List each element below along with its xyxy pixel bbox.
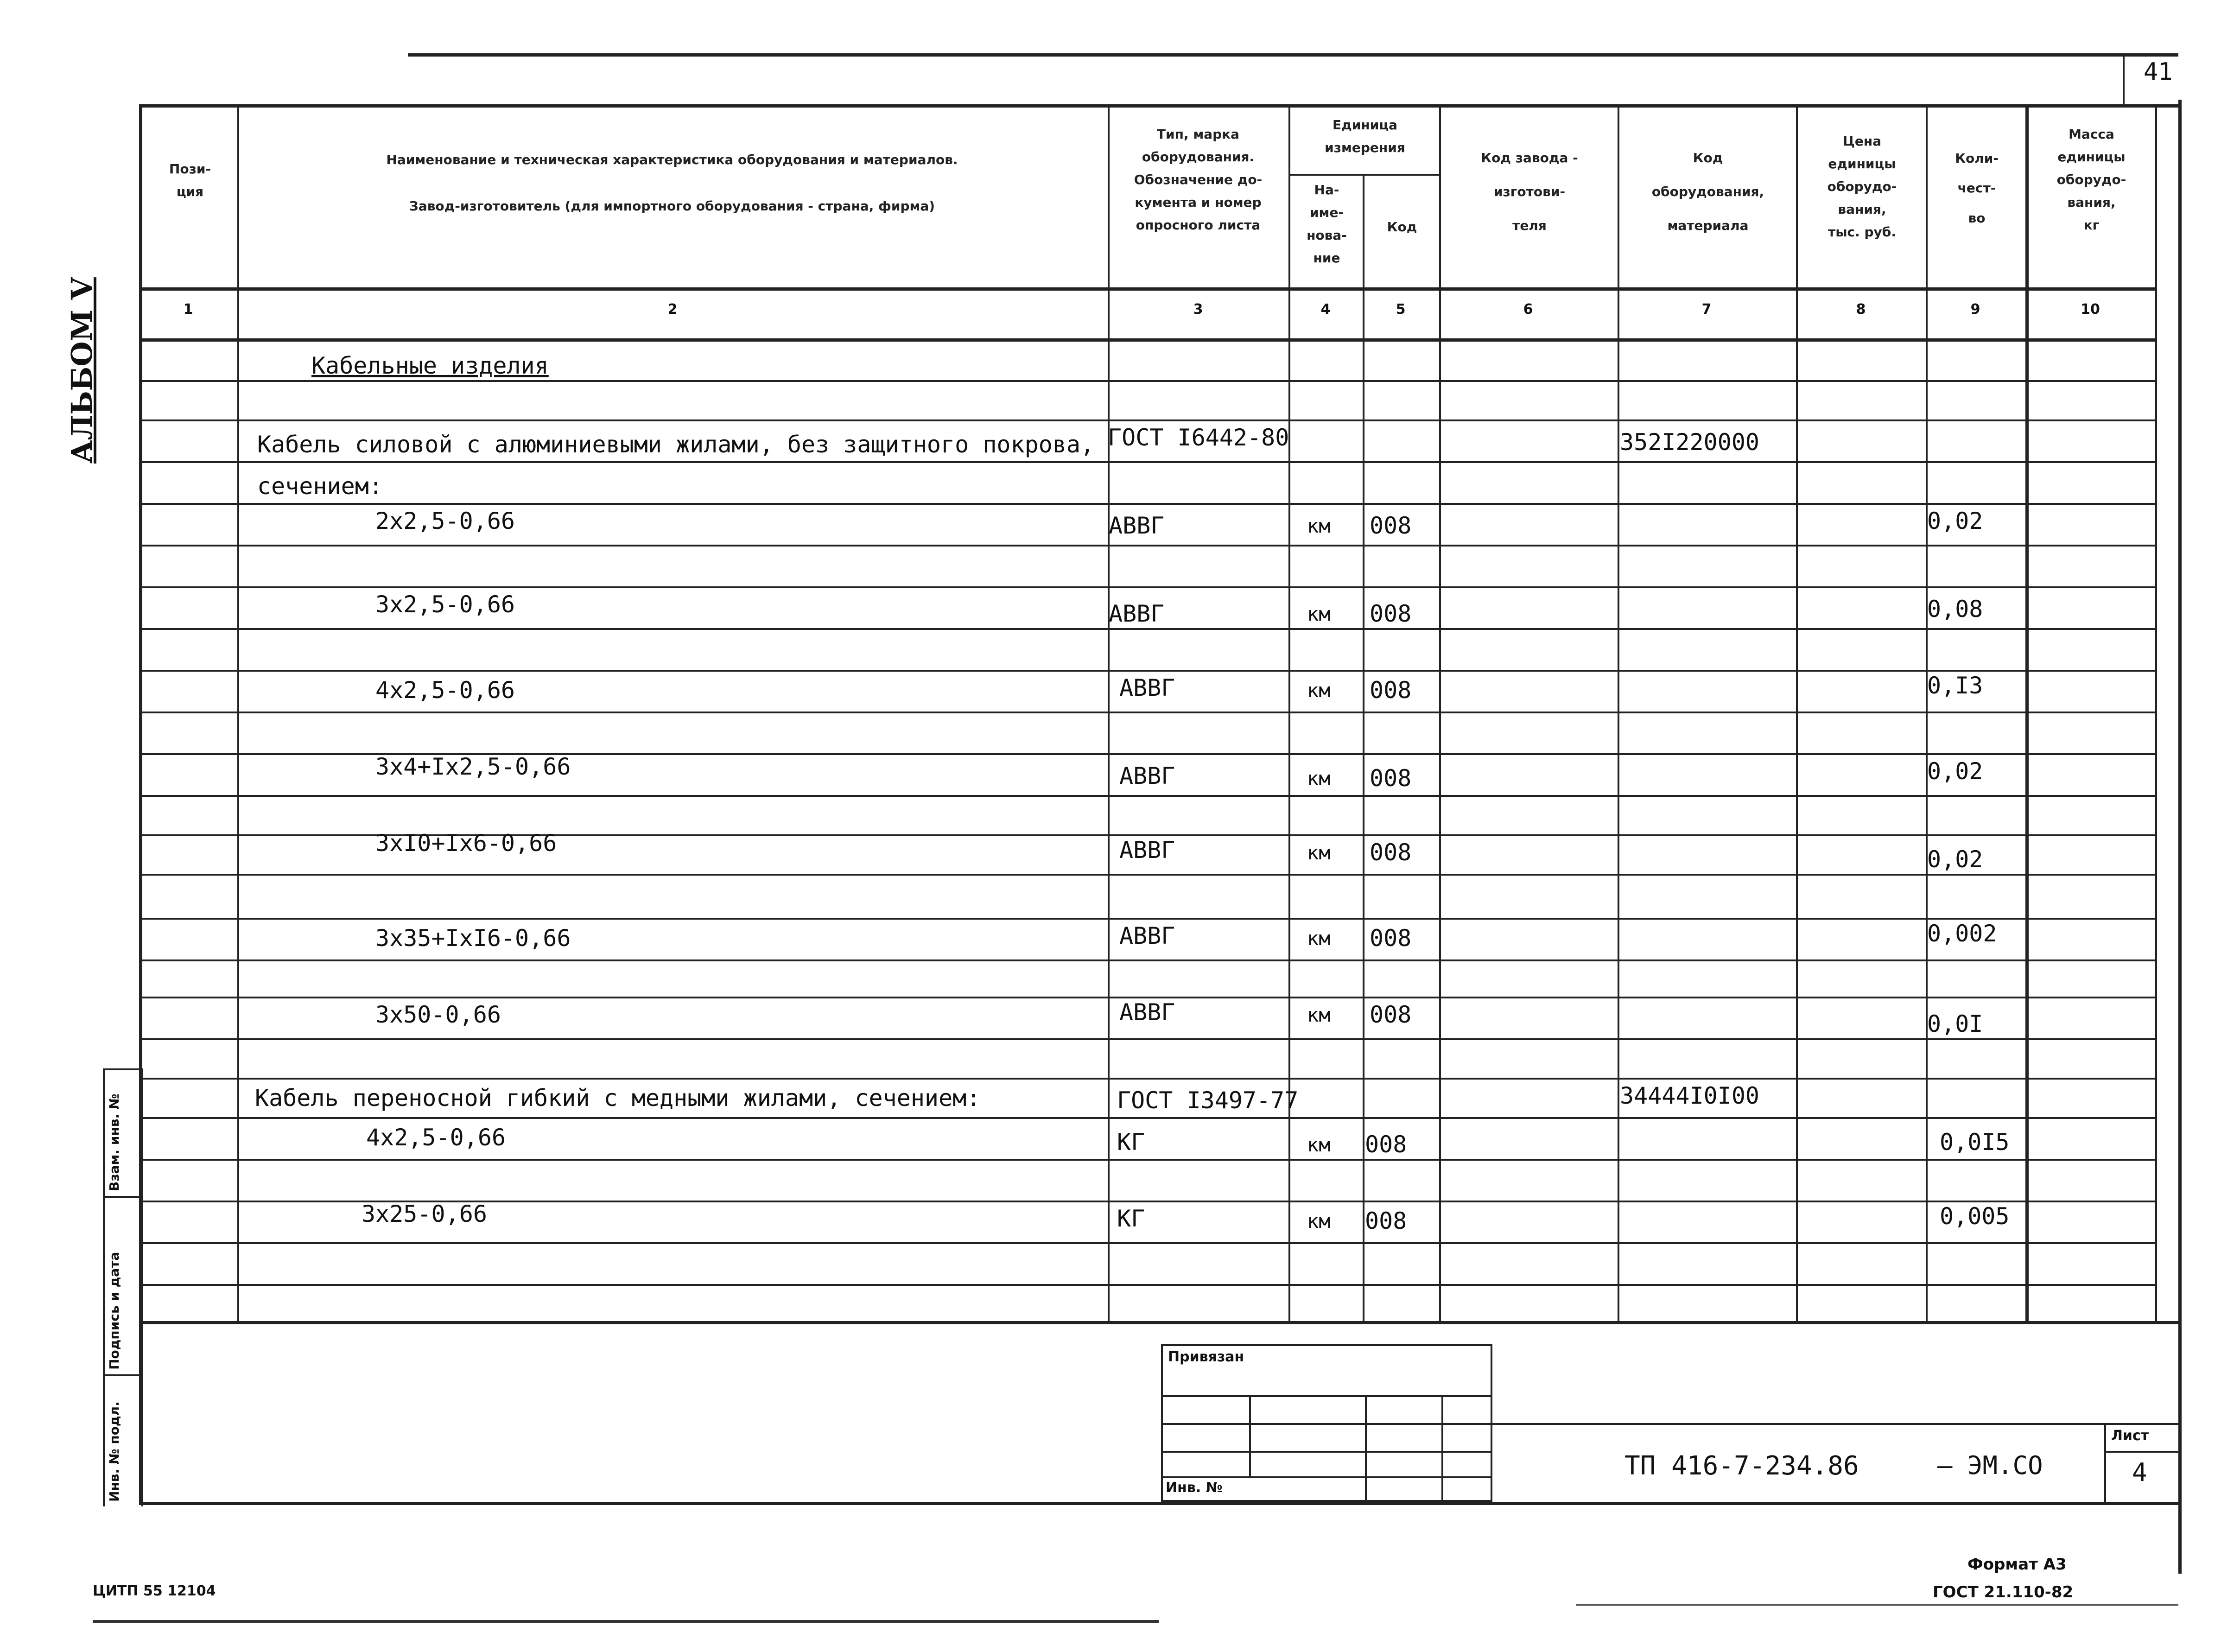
item-type: АВВГ xyxy=(1109,600,1165,627)
col-num-5: 5 xyxy=(1396,301,1406,318)
col-num-9: 9 xyxy=(1970,301,1980,318)
item-code: 008 xyxy=(1370,600,1412,627)
item-type: АВВГ xyxy=(1119,837,1175,864)
strip-label-inv: Инв. № подл. xyxy=(107,1401,122,1502)
item-type: АВВГ xyxy=(1119,762,1175,789)
item-type: АВВГ xyxy=(1109,512,1165,539)
header-unit-name: На- име- нова- ние xyxy=(1307,182,1347,266)
col-num-6: 6 xyxy=(1523,301,1533,318)
list-number: 4 xyxy=(2132,1458,2147,1487)
item-name: 4x2,5-0,66 xyxy=(366,1124,506,1151)
item-qty: 0,02 xyxy=(1927,758,1983,785)
item-unit: км xyxy=(1307,679,1331,702)
strip-label-sign: Подпись и дата xyxy=(107,1252,122,1370)
item-name: 3x50-0,66 xyxy=(375,1001,501,1028)
col-num-7: 7 xyxy=(1701,301,1712,318)
item-qty: 0,005 xyxy=(1940,1203,2010,1230)
group2-material-code: 34444I0I00 xyxy=(1620,1082,1760,1109)
group1-title-line1: Кабель силовой с алюминиевыми жилами, без защитного покрова, xyxy=(257,431,1095,458)
col-num-8: 8 xyxy=(1856,301,1866,318)
frame-bottom-line xyxy=(139,1502,2181,1505)
item-qty: 0,I3 xyxy=(1927,672,1983,699)
top-frame-line xyxy=(408,53,2178,57)
col-num-2: 2 xyxy=(667,301,678,318)
header-name-line2: Завод-изготовитель (для импортного оборудования - страна, фирма) xyxy=(409,198,935,214)
item-unit: км xyxy=(1307,603,1331,625)
item-qty: 0,002 xyxy=(1927,920,1997,947)
footer-gost: ГОСТ 21.110-82 xyxy=(1933,1583,2074,1601)
left-frame-line xyxy=(139,104,142,1504)
item-name: 4x2,5-0,66 xyxy=(375,677,515,704)
footer-left-code: ЦИТП 55 12104 xyxy=(93,1583,216,1599)
table-top-border xyxy=(139,104,2181,108)
item-unit: км xyxy=(1307,1133,1331,1156)
footer-format: Формат А3 xyxy=(1967,1555,2067,1574)
sheet-number-divider xyxy=(2123,56,2125,107)
header-type: Тип, марка оборудования. Обозначение до- кумента и номер опросного листа xyxy=(1134,127,1263,233)
group1-title-line2: сечением: xyxy=(257,473,383,500)
item-type: АВВГ xyxy=(1119,674,1175,701)
header-quantity: Коли- чест- во xyxy=(1955,151,1999,226)
stamp-inv-label: Инв. № xyxy=(1166,1480,1223,1496)
item-unit: км xyxy=(1307,841,1331,864)
col-num-10: 10 xyxy=(2081,301,2100,318)
item-name: 3x4+Ix2,5-0,66 xyxy=(375,753,571,780)
group1-material-code: 352I220000 xyxy=(1620,429,1760,456)
header-position: Пози- ция xyxy=(169,161,211,199)
header-unit-group: Единица измерения xyxy=(1325,117,1405,155)
sheet-number-top: 41 xyxy=(2144,58,2173,86)
item-type: КГ xyxy=(1117,1129,1145,1156)
group2-doc: ГОСТ I3497-77 xyxy=(1117,1087,1299,1114)
item-qty: 0,0I5 xyxy=(1940,1129,2010,1156)
strip-label-vzam: Взам. инв. № xyxy=(107,1093,122,1191)
item-code: 008 xyxy=(1370,765,1412,792)
item-code: 008 xyxy=(1365,1131,1407,1158)
item-name: 2x2,5-0,66 xyxy=(375,508,515,534)
left-strip-border xyxy=(103,1068,105,1506)
item-name: 3xI0+Ix6-0,66 xyxy=(375,830,557,857)
header-unit-code: Код xyxy=(1387,219,1417,235)
list-label: Лист xyxy=(2111,1428,2149,1444)
item-qty: 0,08 xyxy=(1927,596,1983,623)
header-factory-code: Код завода - изготови- теля xyxy=(1481,150,1578,233)
item-name: 3x35+IxI6-0,66 xyxy=(375,925,571,952)
album-side-label: АЛЬБОМ V xyxy=(65,277,99,464)
doc-code: ТП 416-7-234.86 xyxy=(1624,1451,1859,1481)
col-num-3: 3 xyxy=(1193,301,1203,318)
stamp-privyazan-label: Привязан xyxy=(1168,1349,1244,1365)
item-code: 008 xyxy=(1370,512,1412,539)
col-num-4: 4 xyxy=(1320,301,1331,318)
header-name-line1: Наименование и техническая характеристика оборудования и материалов. xyxy=(386,152,958,167)
group2-title: Кабель переносной гибкий с медными жилами, сечением: xyxy=(255,1085,981,1112)
item-code: 008 xyxy=(1365,1207,1407,1234)
footer-bottom-line xyxy=(93,1620,1159,1623)
section-title: Кабельные изделия xyxy=(311,352,549,379)
item-name: 3x25-0,66 xyxy=(362,1201,487,1227)
item-unit: км xyxy=(1307,927,1331,950)
item-type: АВВГ xyxy=(1119,999,1175,1026)
item-code: 008 xyxy=(1370,1001,1412,1028)
item-qty: 0,02 xyxy=(1927,846,1983,873)
item-qty: 0,0I xyxy=(1927,1010,1983,1037)
item-unit: км xyxy=(1307,1004,1331,1026)
header-price: Цена единицы оборудо- вания, тыс. руб. xyxy=(1827,133,1897,240)
item-code: 008 xyxy=(1370,839,1412,866)
item-type: АВВГ xyxy=(1119,922,1175,949)
item-code: 008 xyxy=(1370,925,1412,952)
item-code: 008 xyxy=(1370,677,1412,704)
item-qty: 0,02 xyxy=(1927,508,1983,534)
item-unit: км xyxy=(1307,515,1331,537)
item-type: КГ xyxy=(1117,1205,1145,1232)
group1-doc: ГОСТ I6442-80 xyxy=(1108,424,1289,451)
header-material-code: Код оборудования, материала xyxy=(1651,150,1764,233)
doc-suffix: — ЭМ.СО xyxy=(1937,1451,2043,1480)
header-mass: Масса единицы оборудо- вания, кг xyxy=(2056,127,2126,233)
right-frame-line xyxy=(2178,100,2182,1574)
item-unit: км xyxy=(1307,767,1331,790)
item-name: 3x2,5-0,66 xyxy=(375,591,515,618)
col-num-1: 1 xyxy=(183,301,193,318)
item-unit: км xyxy=(1307,1210,1331,1233)
